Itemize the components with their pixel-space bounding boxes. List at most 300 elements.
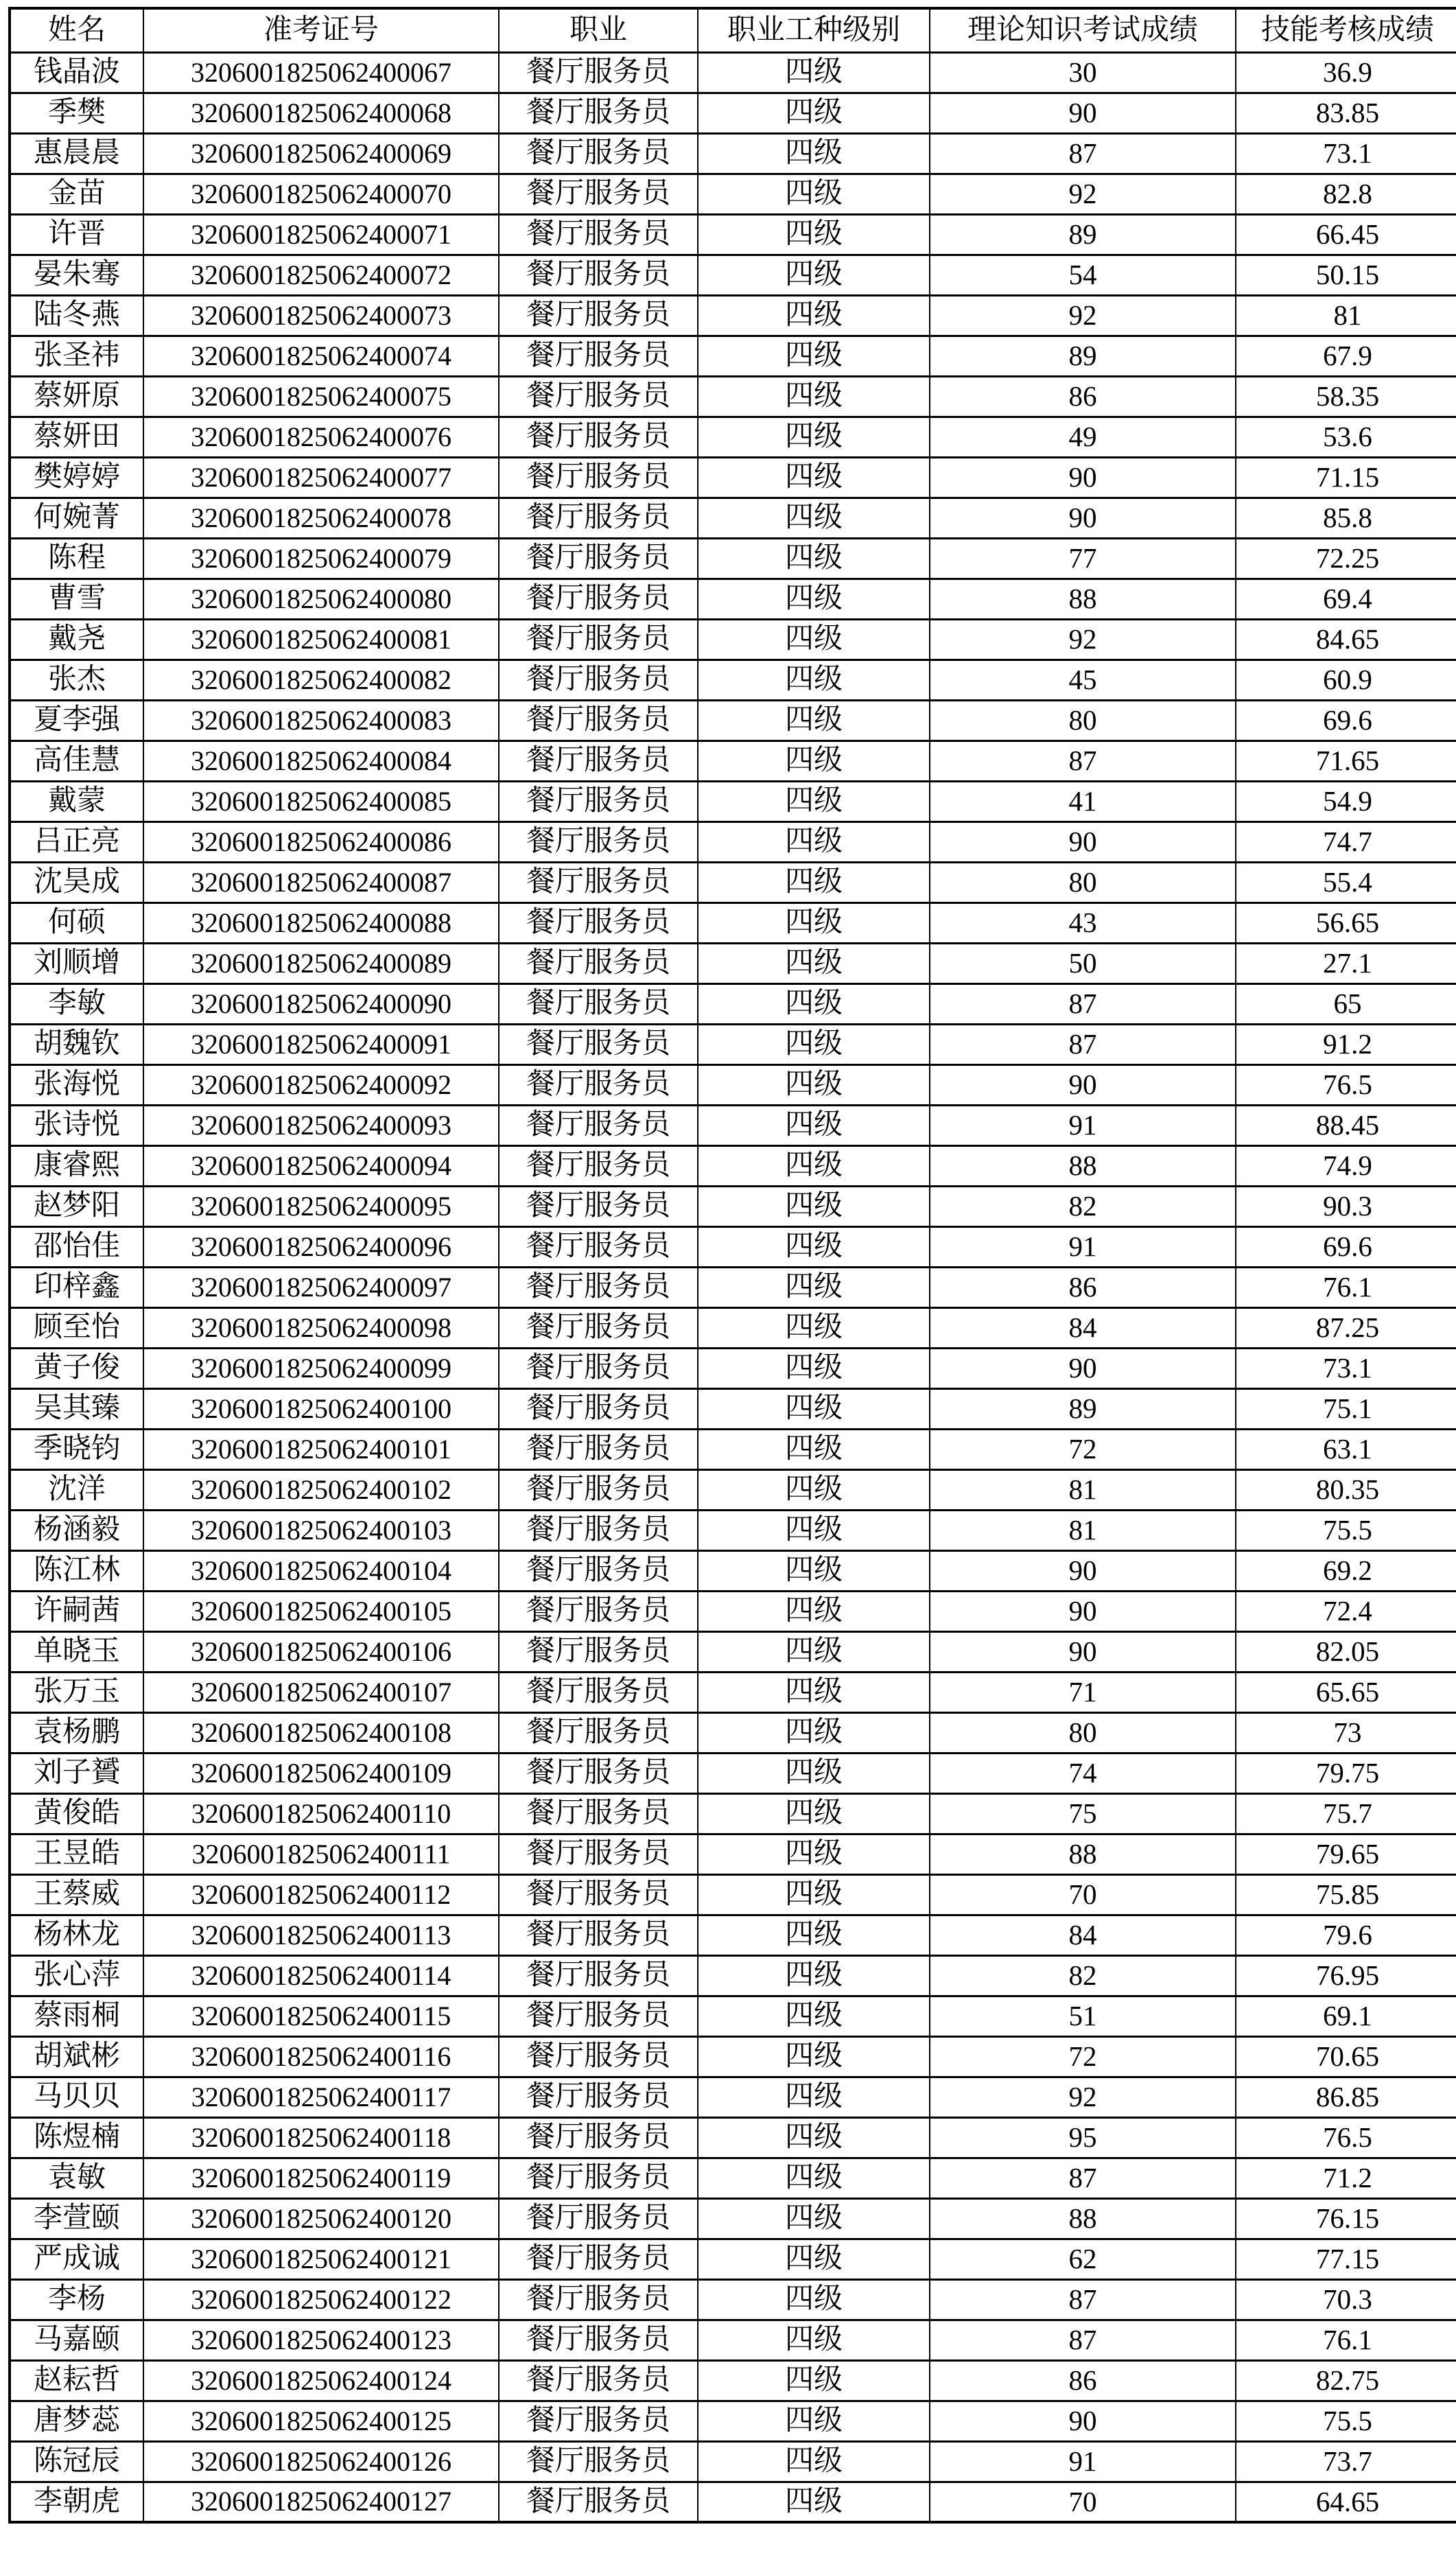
level-cell: 四级: [698, 2198, 930, 2239]
skill-score-cell: 69.6: [1236, 700, 1456, 741]
occupation-cell: 餐厅服务员: [499, 1915, 698, 1955]
name-cell: 戴尧: [10, 619, 143, 660]
occupation-cell: 餐厅服务员: [499, 2401, 698, 2441]
exam-id-cell: 3206001825062400103: [143, 1510, 499, 1550]
occupation-cell: 餐厅服务员: [499, 498, 698, 538]
level-cell: 四级: [698, 619, 930, 660]
name-cell: 晏朱骞: [10, 255, 143, 295]
occupation-cell: 餐厅服务员: [499, 295, 698, 336]
name-cell: 马贝贝: [10, 2077, 143, 2117]
occupation-cell: 餐厅服务员: [499, 1024, 698, 1064]
skill-score-cell: 72.25: [1236, 538, 1456, 579]
skill-score-cell: 82.05: [1236, 1631, 1456, 1672]
theory-score-cell: 50: [930, 943, 1236, 983]
level-cell: 四级: [698, 2117, 930, 2158]
skill-score-cell: 74.9: [1236, 1145, 1456, 1186]
level-cell: 四级: [698, 1631, 930, 1672]
level-cell: 四级: [698, 93, 930, 133]
name-cell: 蔡妍原: [10, 376, 143, 417]
occupation-cell: 餐厅服务员: [499, 1510, 698, 1550]
occupation-cell: 餐厅服务员: [499, 1753, 698, 1793]
theory-score-cell: 91: [930, 1105, 1236, 1145]
name-cell: 陈煜楠: [10, 2117, 143, 2158]
name-cell: 夏李强: [10, 700, 143, 741]
name-cell: 李杨: [10, 2279, 143, 2320]
level-cell: 四级: [698, 376, 930, 417]
exam-id-cell: 3206001825062400075: [143, 376, 499, 417]
skill-score-cell: 74.7: [1236, 822, 1456, 862]
occupation-cell: 餐厅服务员: [499, 2117, 698, 2158]
level-cell: 四级: [698, 1834, 930, 1874]
theory-score-cell: 95: [930, 2117, 1236, 2158]
exam-id-cell: 3206001825062400068: [143, 93, 499, 133]
occupation-cell: 餐厅服务员: [499, 2360, 698, 2401]
exam-id-cell: 3206001825062400095: [143, 1186, 499, 1226]
level-cell: 四级: [698, 1955, 930, 1996]
table-row: [10, 457, 1456, 498]
occupation-cell: 餐厅服务员: [499, 2239, 698, 2279]
occupation-cell: 餐厅服务员: [499, 376, 698, 417]
level-cell: 四级: [698, 133, 930, 174]
exam-id-cell: 3206001825062400078: [143, 498, 499, 538]
name-cell: 季樊: [10, 93, 143, 133]
table-row: [10, 1510, 1456, 1550]
skill-score-cell: 27.1: [1236, 943, 1456, 983]
skill-score-cell: 56.65: [1236, 902, 1456, 943]
table-row: [10, 1105, 1456, 1145]
theory-score-cell: 45: [930, 660, 1236, 700]
occupation-cell: 餐厅服务员: [499, 2279, 698, 2320]
column-header-theory-score: 理论知识考试成绩: [930, 8, 1236, 52]
skill-score-cell: 86.85: [1236, 2077, 1456, 2117]
exam-id-cell: 3206001825062400088: [143, 902, 499, 943]
name-cell: 许嗣茜: [10, 1591, 143, 1631]
theory-score-cell: 86: [930, 2360, 1236, 2401]
exam-id-cell: 3206001825062400118: [143, 2117, 499, 2158]
name-cell: 季晓钧: [10, 1429, 143, 1469]
table-row: [10, 2320, 1456, 2360]
table-row: [10, 1429, 1456, 1469]
exam-id-cell: 3206001825062400094: [143, 1145, 499, 1186]
table-row: [10, 2401, 1456, 2441]
theory-score-cell: 41: [930, 781, 1236, 822]
theory-score-cell: 92: [930, 174, 1236, 214]
name-cell: 邵怡佳: [10, 1226, 143, 1267]
table-row: [10, 862, 1456, 902]
theory-score-cell: 86: [930, 376, 1236, 417]
skill-score-cell: 73.1: [1236, 1348, 1456, 1388]
occupation-cell: 餐厅服务员: [499, 1307, 698, 1348]
theory-score-cell: 88: [930, 2198, 1236, 2239]
table-row: [10, 376, 1456, 417]
table-row: [10, 1996, 1456, 2036]
name-cell: 王蔡威: [10, 1874, 143, 1915]
table-row: [10, 781, 1456, 822]
exam-id-cell: 3206001825062400098: [143, 1307, 499, 1348]
occupation-cell: 餐厅服务员: [499, 1186, 698, 1226]
level-cell: 四级: [698, 174, 930, 214]
level-cell: 四级: [698, 1429, 930, 1469]
column-header-name: 姓名: [10, 8, 143, 52]
exam-id-cell: 3206001825062400090: [143, 983, 499, 1024]
level-cell: 四级: [698, 660, 930, 700]
table-row: [10, 417, 1456, 457]
level-cell: 四级: [698, 700, 930, 741]
skill-score-cell: 67.9: [1236, 336, 1456, 376]
exam-id-cell: 3206001825062400115: [143, 1996, 499, 2036]
level-cell: 四级: [698, 1915, 930, 1955]
level-cell: 四级: [698, 2320, 930, 2360]
table-row: [10, 1591, 1456, 1631]
theory-score-cell: 89: [930, 1388, 1236, 1429]
theory-score-cell: 92: [930, 295, 1236, 336]
exam-id-cell: 3206001825062400125: [143, 2401, 499, 2441]
exam-id-cell: 3206001825062400105: [143, 1591, 499, 1631]
table-row: [10, 822, 1456, 862]
theory-score-cell: 86: [930, 1267, 1236, 1307]
table-row: [10, 1753, 1456, 1793]
level-cell: 四级: [698, 417, 930, 457]
occupation-cell: 餐厅服务员: [499, 943, 698, 983]
theory-score-cell: 82: [930, 1186, 1236, 1226]
theory-score-cell: 74: [930, 1753, 1236, 1793]
table-row: [10, 2441, 1456, 2482]
exam-id-cell: 3206001825062400085: [143, 781, 499, 822]
header-row: [10, 8, 1456, 52]
exam-id-cell: 3206001825062400099: [143, 1348, 499, 1388]
exam-id-cell: 3206001825062400096: [143, 1226, 499, 1267]
name-cell: 何硕: [10, 902, 143, 943]
skill-score-cell: 73.1: [1236, 133, 1456, 174]
name-cell: 沈洋: [10, 1469, 143, 1510]
exam-id-cell: 3206001825062400117: [143, 2077, 499, 2117]
exam-id-cell: 3206001825062400123: [143, 2320, 499, 2360]
theory-score-cell: 90: [930, 1550, 1236, 1591]
table-row: [10, 1388, 1456, 1429]
theory-score-cell: 82: [930, 1955, 1236, 1996]
theory-score-cell: 87: [930, 2279, 1236, 2320]
level-cell: 四级: [698, 1550, 930, 1591]
level-cell: 四级: [698, 2360, 930, 2401]
skill-score-cell: 76.15: [1236, 2198, 1456, 2239]
skill-score-cell: 69.1: [1236, 1996, 1456, 2036]
name-cell: 沈昊成: [10, 862, 143, 902]
skill-score-cell: 77.15: [1236, 2239, 1456, 2279]
theory-score-cell: 80: [930, 1712, 1236, 1753]
table-row: [10, 1307, 1456, 1348]
name-cell: 单晓玉: [10, 1631, 143, 1672]
exam-id-cell: 3206001825062400127: [143, 2482, 499, 2522]
occupation-cell: 餐厅服务员: [499, 1267, 698, 1307]
name-cell: 李萱颐: [10, 2198, 143, 2239]
level-cell: 四级: [698, 579, 930, 619]
occupation-cell: 餐厅服务员: [499, 2441, 698, 2482]
occupation-cell: 餐厅服务员: [499, 1429, 698, 1469]
level-cell: 四级: [698, 1348, 930, 1388]
skill-score-cell: 84.65: [1236, 619, 1456, 660]
level-cell: 四级: [698, 1388, 930, 1429]
table-row: [10, 2482, 1456, 2522]
theory-score-cell: 77: [930, 538, 1236, 579]
table-row: [10, 1469, 1456, 1510]
table-row: [10, 1267, 1456, 1307]
theory-score-cell: 90: [930, 2401, 1236, 2441]
name-cell: 曹雪: [10, 579, 143, 619]
table-row: [10, 336, 1456, 376]
skill-score-cell: 75.5: [1236, 2401, 1456, 2441]
name-cell: 张圣祎: [10, 336, 143, 376]
level-cell: 四级: [698, 498, 930, 538]
table-row: [10, 2036, 1456, 2077]
skill-score-cell: 87.25: [1236, 1307, 1456, 1348]
table-row: [10, 1186, 1456, 1226]
level-cell: 四级: [698, 1469, 930, 1510]
skill-score-cell: 80.35: [1236, 1469, 1456, 1510]
level-cell: 四级: [698, 2077, 930, 2117]
skill-score-cell: 76.5: [1236, 2117, 1456, 2158]
skill-score-cell: 75.7: [1236, 1793, 1456, 1834]
skill-score-cell: 83.85: [1236, 93, 1456, 133]
table-row: [10, 741, 1456, 781]
name-cell: 刘顺增: [10, 943, 143, 983]
skill-score-cell: 69.4: [1236, 579, 1456, 619]
occupation-cell: 餐厅服务员: [499, 1226, 698, 1267]
name-cell: 张海悦: [10, 1064, 143, 1105]
name-cell: 金苗: [10, 174, 143, 214]
occupation-cell: 餐厅服务员: [499, 862, 698, 902]
skill-score-cell: 55.4: [1236, 862, 1456, 902]
occupation-cell: 餐厅服务员: [499, 983, 698, 1024]
name-cell: 胡魏钦: [10, 1024, 143, 1064]
occupation-cell: 餐厅服务员: [499, 214, 698, 255]
theory-score-cell: 80: [930, 700, 1236, 741]
table-row: [10, 700, 1456, 741]
occupation-cell: 餐厅服务员: [499, 1672, 698, 1712]
skill-score-cell: 82.8: [1236, 174, 1456, 214]
level-cell: 四级: [698, 902, 930, 943]
occupation-cell: 餐厅服务员: [499, 1874, 698, 1915]
theory-score-cell: 90: [930, 1631, 1236, 1672]
exam-id-cell: 3206001825062400079: [143, 538, 499, 579]
name-cell: 黄俊皓: [10, 1793, 143, 1834]
level-cell: 四级: [698, 781, 930, 822]
table-row: [10, 93, 1456, 133]
skill-score-cell: 71.2: [1236, 2158, 1456, 2198]
skill-score-cell: 76.5: [1236, 1064, 1456, 1105]
exam-id-cell: 3206001825062400067: [143, 52, 499, 93]
occupation-cell: 餐厅服务员: [499, 1996, 698, 2036]
exam-id-cell: 3206001825062400070: [143, 174, 499, 214]
skill-score-cell: 85.8: [1236, 498, 1456, 538]
table-row: [10, 2077, 1456, 2117]
name-cell: 张诗悦: [10, 1105, 143, 1145]
occupation-cell: 餐厅服务员: [499, 93, 698, 133]
theory-score-cell: 80: [930, 862, 1236, 902]
exam-id-cell: 3206001825062400121: [143, 2239, 499, 2279]
column-header-occupation: 职业: [499, 8, 698, 52]
theory-score-cell: 70: [930, 2482, 1236, 2522]
theory-score-cell: 87: [930, 741, 1236, 781]
skill-score-cell: 75.85: [1236, 1874, 1456, 1915]
theory-score-cell: 90: [930, 822, 1236, 862]
exam-id-cell: 3206001825062400072: [143, 255, 499, 295]
table-row: [10, 2279, 1456, 2320]
level-cell: 四级: [698, 2239, 930, 2279]
theory-score-cell: 87: [930, 2320, 1236, 2360]
theory-score-cell: 81: [930, 1469, 1236, 1510]
table-row: [10, 52, 1456, 93]
theory-score-cell: 92: [930, 619, 1236, 660]
theory-score-cell: 70: [930, 1874, 1236, 1915]
table-row: [10, 498, 1456, 538]
occupation-cell: 餐厅服务员: [499, 336, 698, 376]
name-cell: 杨涵毅: [10, 1510, 143, 1550]
theory-score-cell: 54: [930, 255, 1236, 295]
name-cell: 蔡雨桐: [10, 1996, 143, 2036]
skill-score-cell: 82.75: [1236, 2360, 1456, 2401]
occupation-cell: 餐厅服务员: [499, 1631, 698, 1672]
theory-score-cell: 91: [930, 1226, 1236, 1267]
name-cell: 杨林龙: [10, 1915, 143, 1955]
theory-score-cell: 84: [930, 1307, 1236, 1348]
table-row: [10, 214, 1456, 255]
skill-score-cell: 58.35: [1236, 376, 1456, 417]
theory-score-cell: 49: [930, 417, 1236, 457]
exam-id-cell: 3206001825062400112: [143, 1874, 499, 1915]
occupation-cell: 餐厅服务员: [499, 2077, 698, 2117]
table-row: [10, 133, 1456, 174]
theory-score-cell: 88: [930, 1834, 1236, 1874]
level-cell: 四级: [698, 2441, 930, 2482]
skill-score-cell: 81: [1236, 295, 1456, 336]
skill-score-cell: 73: [1236, 1712, 1456, 1753]
theory-score-cell: 43: [930, 902, 1236, 943]
occupation-cell: 餐厅服务员: [499, 538, 698, 579]
table-body: [10, 52, 1456, 2522]
occupation-cell: 餐厅服务员: [499, 700, 698, 741]
skill-score-cell: 50.15: [1236, 255, 1456, 295]
theory-score-cell: 81: [930, 1510, 1236, 1550]
theory-score-cell: 92: [930, 2077, 1236, 2117]
name-cell: 陆冬燕: [10, 295, 143, 336]
table-row: [10, 1874, 1456, 1915]
level-cell: 四级: [698, 2036, 930, 2077]
table-row: [10, 579, 1456, 619]
occupation-cell: 餐厅服务员: [499, 457, 698, 498]
level-cell: 四级: [698, 255, 930, 295]
skill-score-cell: 88.45: [1236, 1105, 1456, 1145]
exam-id-cell: 3206001825062400073: [143, 295, 499, 336]
occupation-cell: 餐厅服务员: [499, 902, 698, 943]
table-row: [10, 2117, 1456, 2158]
exam-id-cell: 3206001825062400089: [143, 943, 499, 983]
level-cell: 四级: [698, 862, 930, 902]
occupation-cell: 餐厅服务员: [499, 255, 698, 295]
exam-id-cell: 3206001825062400113: [143, 1915, 499, 1955]
name-cell: 赵梦阳: [10, 1186, 143, 1226]
level-cell: 四级: [698, 1591, 930, 1631]
skill-score-cell: 70.65: [1236, 2036, 1456, 2077]
occupation-cell: 餐厅服务员: [499, 1105, 698, 1145]
exam-id-cell: 3206001825062400087: [143, 862, 499, 902]
table-row: [10, 1550, 1456, 1591]
level-cell: 四级: [698, 1064, 930, 1105]
theory-score-cell: 71: [930, 1672, 1236, 1712]
level-cell: 四级: [698, 1186, 930, 1226]
occupation-cell: 餐厅服务员: [499, 1064, 698, 1105]
theory-score-cell: 87: [930, 1024, 1236, 1064]
skill-score-cell: 69.2: [1236, 1550, 1456, 1591]
skill-score-cell: 79.75: [1236, 1753, 1456, 1793]
table-row: [10, 983, 1456, 1024]
level-cell: 四级: [698, 52, 930, 93]
table-row: [10, 295, 1456, 336]
skill-score-cell: 76.1: [1236, 2320, 1456, 2360]
theory-score-cell: 87: [930, 133, 1236, 174]
name-cell: 戴蒙: [10, 781, 143, 822]
name-cell: 王昱皓: [10, 1834, 143, 1874]
theory-score-cell: 90: [930, 457, 1236, 498]
column-header-level: 职业工种级别: [698, 8, 930, 52]
occupation-cell: 餐厅服务员: [499, 1712, 698, 1753]
name-cell: 刘子贇: [10, 1753, 143, 1793]
theory-score-cell: 88: [930, 579, 1236, 619]
name-cell: 康睿熙: [10, 1145, 143, 1186]
exam-id-cell: 3206001825062400081: [143, 619, 499, 660]
skill-score-cell: 53.6: [1236, 417, 1456, 457]
occupation-cell: 餐厅服务员: [499, 660, 698, 700]
table-row: [10, 619, 1456, 660]
skill-score-cell: 71.65: [1236, 741, 1456, 781]
exam-score-table: [8, 7, 1456, 2524]
level-cell: 四级: [698, 1793, 930, 1834]
table-row: [10, 1064, 1456, 1105]
table-row: [10, 2239, 1456, 2279]
exam-id-cell: 3206001825062400069: [143, 133, 499, 174]
occupation-cell: 餐厅服务员: [499, 1348, 698, 1388]
table-row: [10, 255, 1456, 295]
exam-id-cell: 3206001825062400071: [143, 214, 499, 255]
occupation-cell: 餐厅服务员: [499, 579, 698, 619]
skill-score-cell: 70.3: [1236, 2279, 1456, 2320]
occupation-cell: 餐厅服务员: [499, 417, 698, 457]
skill-score-cell: 36.9: [1236, 52, 1456, 93]
level-cell: 四级: [698, 1996, 930, 2036]
occupation-cell: 餐厅服务员: [499, 2320, 698, 2360]
exam-id-cell: 3206001825062400116: [143, 2036, 499, 2077]
name-cell: 马嘉颐: [10, 2320, 143, 2360]
name-cell: 惠晨晨: [10, 133, 143, 174]
occupation-cell: 餐厅服务员: [499, 1550, 698, 1591]
skill-score-cell: 54.9: [1236, 781, 1456, 822]
name-cell: 黄子俊: [10, 1348, 143, 1388]
theory-score-cell: 30: [930, 52, 1236, 93]
table-row: [10, 1631, 1456, 1672]
skill-score-cell: 91.2: [1236, 1024, 1456, 1064]
table-row: [10, 660, 1456, 700]
exam-id-cell: 3206001825062400101: [143, 1429, 499, 1469]
table-row: [10, 1145, 1456, 1186]
level-cell: 四级: [698, 1307, 930, 1348]
level-cell: 四级: [698, 457, 930, 498]
exam-id-cell: 3206001825062400110: [143, 1793, 499, 1834]
exam-id-cell: 3206001825062400086: [143, 822, 499, 862]
exam-id-cell: 3206001825062400126: [143, 2441, 499, 2482]
occupation-cell: 餐厅服务员: [499, 741, 698, 781]
name-cell: 钱晶波: [10, 52, 143, 93]
name-cell: 袁杨鹏: [10, 1712, 143, 1753]
level-cell: 四级: [698, 2401, 930, 2441]
